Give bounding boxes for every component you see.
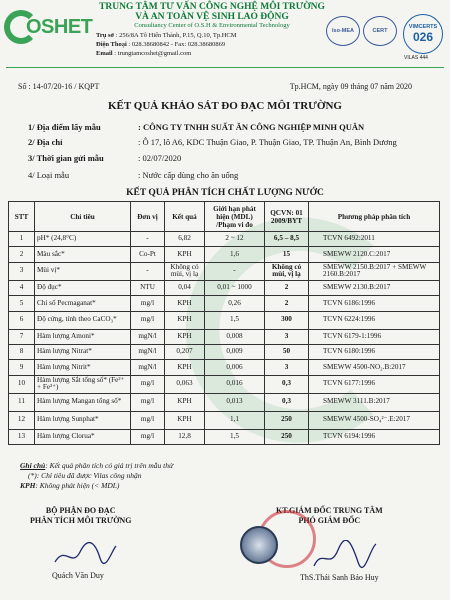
- table-cell: TCVN 6186:1996: [309, 296, 440, 311]
- table-cell: Không có mùi, vị lạ: [165, 262, 205, 280]
- col-header: STT: [9, 202, 35, 232]
- table-cell: TCVN 6180:1996: [309, 344, 440, 359]
- table-cell: Chỉ số Pecmaganat*: [35, 296, 131, 311]
- table-cell: KPH: [165, 247, 205, 262]
- signer-right-name: ThS.Thái Sanh Bảo Huy: [300, 573, 379, 582]
- table-cell: TCVN 6177:1996: [309, 375, 440, 393]
- org-address: Trụ sở : 256/8A Tô Hiến Thành, P.15, Q.10, Tp.HCM: [96, 32, 237, 39]
- table-cell: 0,006: [205, 360, 265, 375]
- table-cell: Co-Pt: [131, 247, 165, 262]
- info-type: 4/ Loại mẫu : Nước cấp dùng cho ăn uống: [28, 170, 239, 180]
- table-cell: KPH: [165, 296, 205, 311]
- org-name-line1: TRUNG TÂM TƯ VẤN CÔNG NGHỆ MÔI TRƯỜNG: [99, 2, 325, 12]
- hologram-seal-icon: [240, 526, 278, 564]
- table-cell: mgN/l: [131, 360, 165, 375]
- table-cell: Hàm lượng Mangan tổng số*: [35, 393, 131, 411]
- table-cell: 1,1: [205, 411, 265, 429]
- table-cell: Hàm lượng Sắt tổng số* (Fe²⁺ + Fe³⁺): [35, 375, 131, 393]
- table-row: [9, 375, 440, 393]
- table-cell: 300: [265, 311, 309, 329]
- table-cell: 6,82: [165, 232, 205, 247]
- table-cell: Hàm lượng Sunphat*: [35, 411, 131, 429]
- col-header: QCVN: 01 2009/BYT: [265, 202, 309, 232]
- table-cell: 0,01 ~ 1000: [205, 280, 265, 295]
- signature-right-icon: [310, 540, 380, 572]
- table-row: [9, 360, 440, 375]
- table-cell: 12: [9, 411, 35, 429]
- table-cell: SMEWW 2150.B:2017 + SMEWW 2160.B:2017: [309, 262, 440, 280]
- col-header: Chỉ tiêu: [35, 202, 131, 232]
- info-time: 3/ Thời gian gửi mẫu : 02/07/2020: [28, 153, 182, 163]
- table-cell: 4: [9, 280, 35, 295]
- table-cell: Hàm lượng Nitrit*: [35, 360, 131, 375]
- table-cell: 1,5: [205, 429, 265, 444]
- table-cell: KPH: [165, 411, 205, 429]
- table-cell: 0,207: [165, 344, 205, 359]
- table-cell: -: [131, 262, 165, 280]
- table-cell: 0,008: [205, 329, 265, 344]
- table-cell: KPH: [165, 329, 205, 344]
- table-cell: mg/l: [131, 429, 165, 444]
- document-number: Số : 14-07/20-16 / KQPT: [18, 82, 100, 91]
- table-cell: Hàm lượng Clorua*: [35, 429, 131, 444]
- table-row: [9, 280, 440, 295]
- table-cell: 0,009: [205, 344, 265, 359]
- table-cell: 0,26: [205, 296, 265, 311]
- table-cell: KPH: [165, 360, 205, 375]
- table-cell: mg/l: [131, 311, 165, 329]
- col-header: Giới hạn phát hiện (MDL) /Phạm vi đo: [205, 202, 265, 232]
- vilas-label: VILAS 444: [404, 55, 428, 61]
- table-cell: 13: [9, 429, 35, 444]
- table-cell: 1,5: [205, 311, 265, 329]
- table-cell: 11: [9, 393, 35, 411]
- table-cell: SMEWW 4500-SO₄²⁻.E:2017: [309, 411, 440, 429]
- signer-left-name: Quách Văn Duy: [52, 571, 104, 580]
- table-cell: 2 ~ 12: [205, 232, 265, 247]
- table-cell: 9: [9, 360, 35, 375]
- table-cell: 0,013: [205, 393, 265, 411]
- table-cell: SMEWW 4500-NO₂.B:2017: [309, 360, 440, 375]
- table-cell: 0,016: [205, 375, 265, 393]
- note-line: KPH: Không phát hiện (< MDL): [20, 481, 120, 490]
- cert-badge-cert: CERT: [363, 16, 397, 46]
- table-row: [9, 393, 440, 411]
- table-cell: 7: [9, 329, 35, 344]
- table-cell: 6: [9, 311, 35, 329]
- document-date: Tp.HCM, ngày 09 tháng 07 năm 2020: [289, 82, 412, 91]
- table-cell: SMEWW 2130.B:2017: [309, 280, 440, 295]
- org-name-line2: VÀ AN TOÀN VỆ SINH LAO ĐỘNG: [135, 12, 289, 22]
- table-cell: KPH: [165, 393, 205, 411]
- table-cell: KPH: [165, 311, 205, 329]
- col-header: Kết quả: [165, 202, 205, 232]
- page-title: KẾT QUẢ KHẢO SÁT ĐO ĐẠC MÔI TRƯỜNG: [108, 100, 342, 112]
- table-row: [9, 411, 440, 429]
- table-cell: SMEWW 3111.B:2017: [309, 393, 440, 411]
- table-cell: mg/l: [131, 296, 165, 311]
- org-name-english: Consultancy Center of O.S.H & Environmental Technology: [134, 22, 290, 29]
- table-cell: 2: [265, 296, 309, 311]
- table-cell: pH* (24,8°C): [35, 232, 131, 247]
- table-cell: Màu sắc*: [35, 247, 131, 262]
- table-cell: 5: [9, 296, 35, 311]
- table-row: [9, 329, 440, 344]
- table-row: [9, 344, 440, 359]
- note-line: Ghi chú: Kết quả phân tích có giá trị trên mẫu thử: [20, 461, 174, 470]
- cert-badge-isomea: Iso-MEA: [326, 16, 360, 46]
- org-header: [96, 2, 328, 58]
- table-cell: SMEWW 2120.C:2017: [309, 247, 440, 262]
- table-cell: mg/l: [131, 411, 165, 429]
- table-cell: Hàm lượng Nitrat*: [35, 344, 131, 359]
- table-row: [9, 247, 440, 262]
- table-cell: 1,6: [205, 247, 265, 262]
- table-cell: 2: [9, 247, 35, 262]
- org-phone: Điện Thoại : 028.38680842 - Fax: 028.38680869: [96, 41, 226, 48]
- table-cell: 50: [265, 344, 309, 359]
- table-cell: Mùi vị*: [35, 262, 131, 280]
- table-cell: -: [131, 232, 165, 247]
- table-cell: Độ đục*: [35, 280, 131, 295]
- signature-right-title: KT.GIÁM ĐỐC TRUNG TÂM PHÓ GIÁM ĐỐC: [276, 506, 383, 525]
- col-header: Phương pháp phân tích: [309, 202, 440, 232]
- table-cell: 15: [265, 247, 309, 262]
- table-cell: 0,063: [165, 375, 205, 393]
- table-row: [9, 311, 440, 329]
- table-row: [9, 262, 440, 280]
- table-cell: mg/l: [131, 375, 165, 393]
- table-cell: mgN/l: [131, 344, 165, 359]
- table-cell: TCVN 6179-1:1996: [309, 329, 440, 344]
- table-cell: 3: [265, 360, 309, 375]
- table-row: [9, 232, 440, 247]
- table-cell: 3: [9, 262, 35, 280]
- table-cell: mgN/l: [131, 329, 165, 344]
- col-header: Đơn vị: [131, 202, 165, 232]
- table-cell: 0,04: [165, 280, 205, 295]
- logo-text: OSHET: [26, 16, 93, 38]
- signature-left-icon: [50, 540, 120, 570]
- results-table: [8, 201, 440, 445]
- table-cell: 10: [9, 375, 35, 393]
- signature-left-title: BỘ PHẬN ĐO ĐẠC PHÂN TÍCH MÔI TRƯỜNG: [30, 506, 132, 525]
- table-row: [9, 429, 440, 444]
- table-cell: 6,5 – 8,5: [265, 232, 309, 247]
- table-cell: TCVN 6492:2011: [309, 232, 440, 247]
- info-address: 2/ Địa chỉ : Ô 17, lô A6, KDC Thuận Giao, P. Thuận Giao, TP. Thuận An, Bình Dương: [28, 137, 397, 147]
- table-cell: mg/l: [131, 393, 165, 411]
- table-cell: 8: [9, 344, 35, 359]
- table-cell: Độ cứng, tính theo CaCO₃*: [35, 311, 131, 329]
- info-site: 1/ Địa điểm lấy mẫu : CÔNG TY TNHH SUẤT ĂN CÔNG NGHIỆP MINH QUÂN: [28, 122, 365, 132]
- company-logo: [4, 8, 98, 48]
- table-cell: 0,3: [265, 393, 309, 411]
- table-cell: 1: [9, 232, 35, 247]
- table-cell: Hàm lượng Amoni*: [35, 329, 131, 344]
- cert-badge-vimcerts: VIMCERTS 026: [403, 14, 443, 54]
- notes: [20, 461, 173, 491]
- table-cell: 0,3: [265, 375, 309, 393]
- table-cell: 250: [265, 429, 309, 444]
- table-row: [9, 296, 440, 311]
- table-cell: -: [205, 262, 265, 280]
- table-title: KẾT QUẢ PHÂN TÍCH CHẤT LƯỢNG NƯỚC: [126, 188, 324, 198]
- table-cell: Không có mùi, vị lạ: [265, 262, 309, 280]
- table-cell: 250: [265, 411, 309, 429]
- table-cell: NTU: [131, 280, 165, 295]
- org-email: Email : trungtamcoshet@gmail.com: [96, 50, 192, 57]
- table-cell: 2: [265, 280, 309, 295]
- table-cell: 3: [265, 329, 309, 344]
- note-line: (*): Chỉ tiêu đã được Vilas công nhận: [28, 471, 142, 480]
- table-header-row: [9, 202, 440, 232]
- table-cell: 12,8: [165, 429, 205, 444]
- header-divider: [6, 67, 444, 68]
- table-cell: TCVN 6194:1996: [309, 429, 440, 444]
- table-cell: TCVN 6224:1996: [309, 311, 440, 329]
